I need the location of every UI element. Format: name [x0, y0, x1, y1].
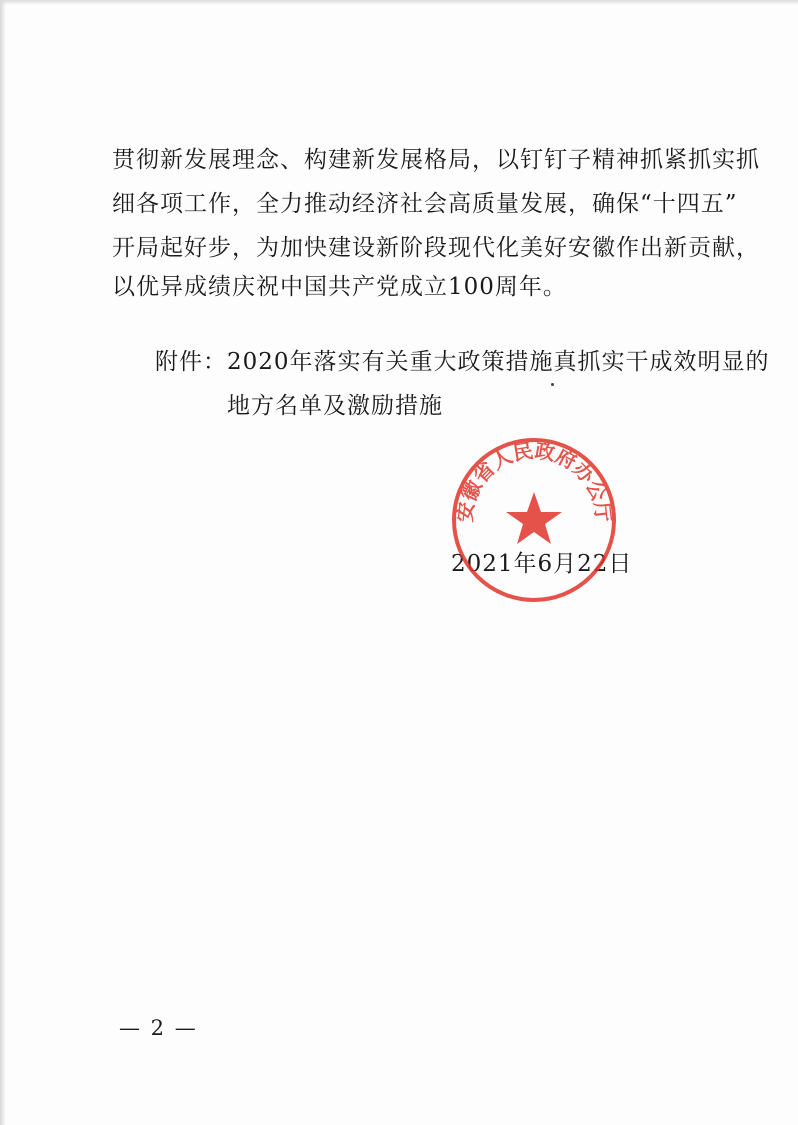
- body-text-line-2: 细各项工作，全力推动经济社会高质量发展，确保“十四五”: [112, 191, 738, 217]
- signature-date: 2021年6月22日: [451, 551, 633, 577]
- attachment-title-line-1: 2020年落实有关重大政策措施真抓实干成效明显的: [227, 349, 770, 375]
- seal-star-icon: [506, 492, 562, 544]
- body-text-line-4: 以优异成绩庆祝中国共产党成立100周年。: [112, 274, 567, 300]
- scan-edge-left: [0, 0, 6, 1125]
- attachment-title-line-2: 地方名单及激励措施: [227, 393, 443, 419]
- attachment-label: 附件：: [155, 349, 227, 375]
- seal-text: 安徽省人民政府办公厅: [452, 438, 616, 524]
- scan-edge-top: [0, 0, 798, 5]
- body-text-line-3: 开局起好步，为加快建设新阶段现代化美好安徽作出新贡献，: [112, 235, 760, 261]
- official-seal-stamp: [450, 436, 618, 604]
- body-text-line-1: 贯彻新发展理念、构建新发展格局，以钉钉子精神抓紧抓实抓: [112, 147, 760, 173]
- scan-dot: [551, 383, 554, 386]
- page-number: — 2 —: [119, 1016, 198, 1040]
